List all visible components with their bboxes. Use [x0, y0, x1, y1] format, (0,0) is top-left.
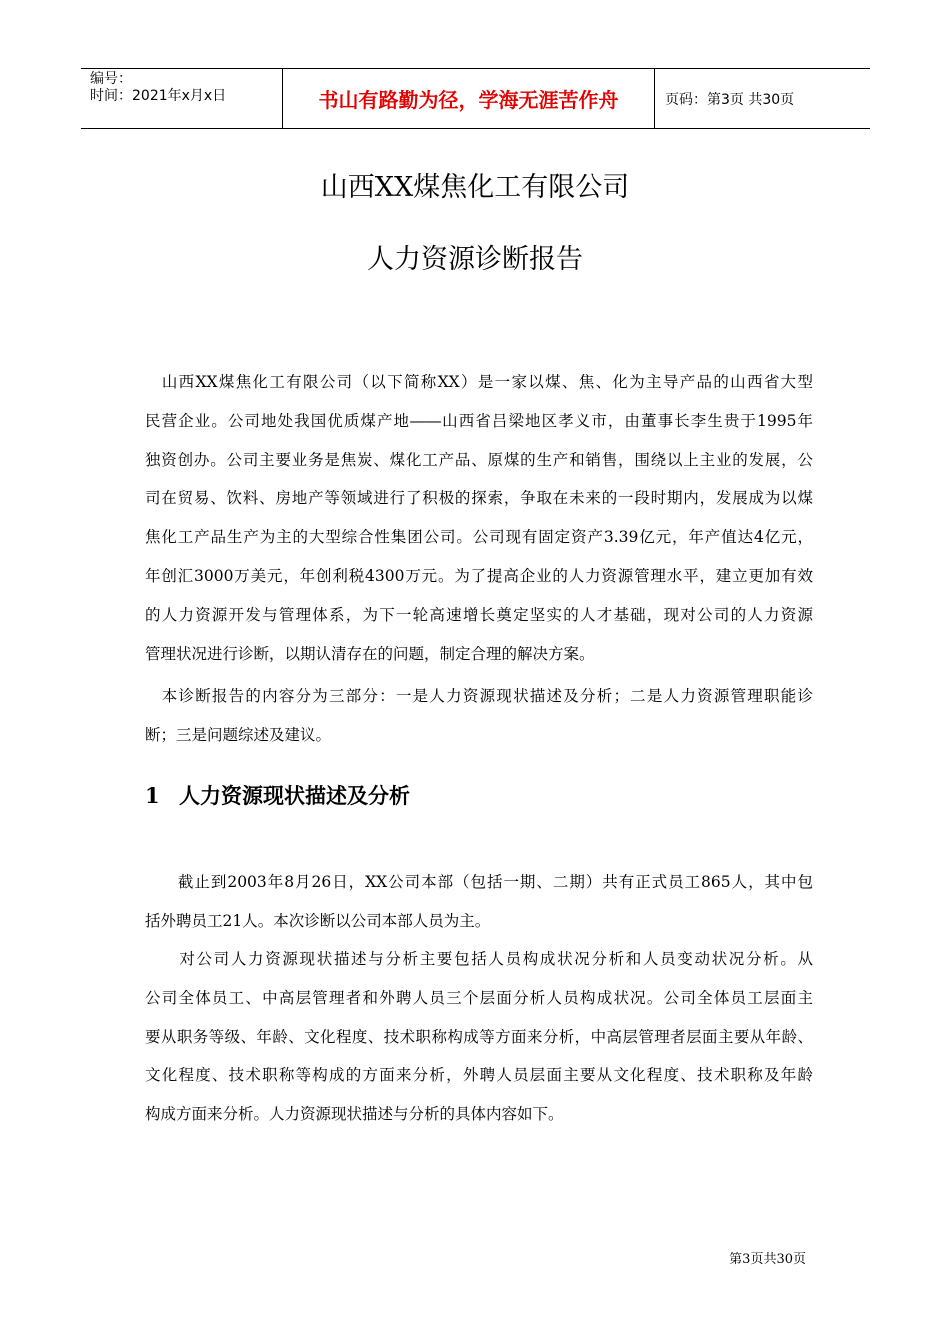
text-line: 管理状况进行诊断，以期认清存在的问题，制定合理的解决方案。 [145, 644, 595, 663]
header-page-info: 页码：第3页 共30页 [665, 91, 795, 108]
text-line: 司在贸易、饮料、房地产等领域进行了积极的探索，争取在未来的一段时期内，发展成为以煤 [145, 489, 813, 508]
document-title: 山西XX煤焦化工有限公司 [320, 172, 630, 203]
text-line: 年创汇3000万美元，年创利税4300万元。为了提高企业的人力资源管理水平，建立更加有效 [145, 566, 813, 585]
page-header [81, 68, 870, 129]
section-heading-1 [145, 780, 410, 810]
text-line: 对公司人力资源现状描述与分析主要包括人员构成状况分析和人员变动状况分析。从 [145, 950, 813, 968]
text-line: 焦化工产品生产为主的大型综合性集团公司。公司现有固定资产3.39亿元，年产值达4亿元， [145, 528, 813, 547]
header-left-cell [81, 69, 282, 128]
text-line: 断；三是问题综述及建议。 [145, 725, 332, 744]
motto-text: 书山有路勤为径，学海无涯苦作舟 [318, 88, 619, 112]
text-line: 截止到2003年8月26日，XX公司本部（包括一期、二期）共有正式员工865人，其中包 [145, 873, 813, 891]
text-line: 的人力资源开发与管理体系，为下一轮高速增长奠定坚实的人才基础，现对公司的人力资源 [145, 605, 813, 624]
intro-paragraph-2 [145, 677, 813, 755]
text-line: 构成方面来分析。人力资源现状描述与分析的具体内容如下。 [145, 1105, 564, 1124]
code-label: 编号： [90, 71, 132, 87]
page-footer: 第3页共30页 [729, 1252, 806, 1267]
header-motto-cell [282, 69, 655, 128]
text-line: 独资创办。公司主要业务是焦炭、煤化工产品、原煤的生产和销售，围绕以上主业的发展，公 [145, 450, 813, 469]
section-number: 1 [145, 783, 160, 808]
text-line: 民营企业。公司地处我国优质煤产地――山西省吕梁地区孝义市，由董事长李生贵于1995年 [145, 411, 813, 430]
text-line: 文化程度、技术职称等构成的方面来分析，外聘人员层面主要从文化程度、技术职称及年龄 [145, 1066, 813, 1085]
section1-paragraph-2 [145, 940, 813, 1134]
section1-paragraph-1 [145, 863, 813, 941]
text-line: 山西XX煤焦化工有限公司（以下简称XX）是一家以煤、焦、化为主导产品的山西省大型 [145, 373, 813, 391]
section-title: 人力资源现状描述及分析 [179, 783, 410, 808]
text-line: 要从职务等级、年龄、文化程度、技术职称构成等方面来分析，中高层管理者层面主要从年龄、 [145, 1027, 813, 1046]
text-line: 公司全体员工、中高层管理者和外聘人员三个层面分析人员构成状况。公司全体员工层面主 [145, 988, 813, 1007]
header-page-cell [655, 69, 870, 128]
text-line: 括外聘员工21人。本次诊断以公司本部人员为主。 [145, 911, 491, 930]
time-label: 时间：2021年x月x日 [90, 88, 227, 104]
intro-paragraph-1 [145, 363, 813, 673]
document-subtitle: 人力资源诊断报告 [367, 244, 583, 275]
text-line: 本诊断报告的内容分为三部分：一是人力资源现状描述及分析；二是人力资源管理职能诊 [145, 687, 813, 705]
